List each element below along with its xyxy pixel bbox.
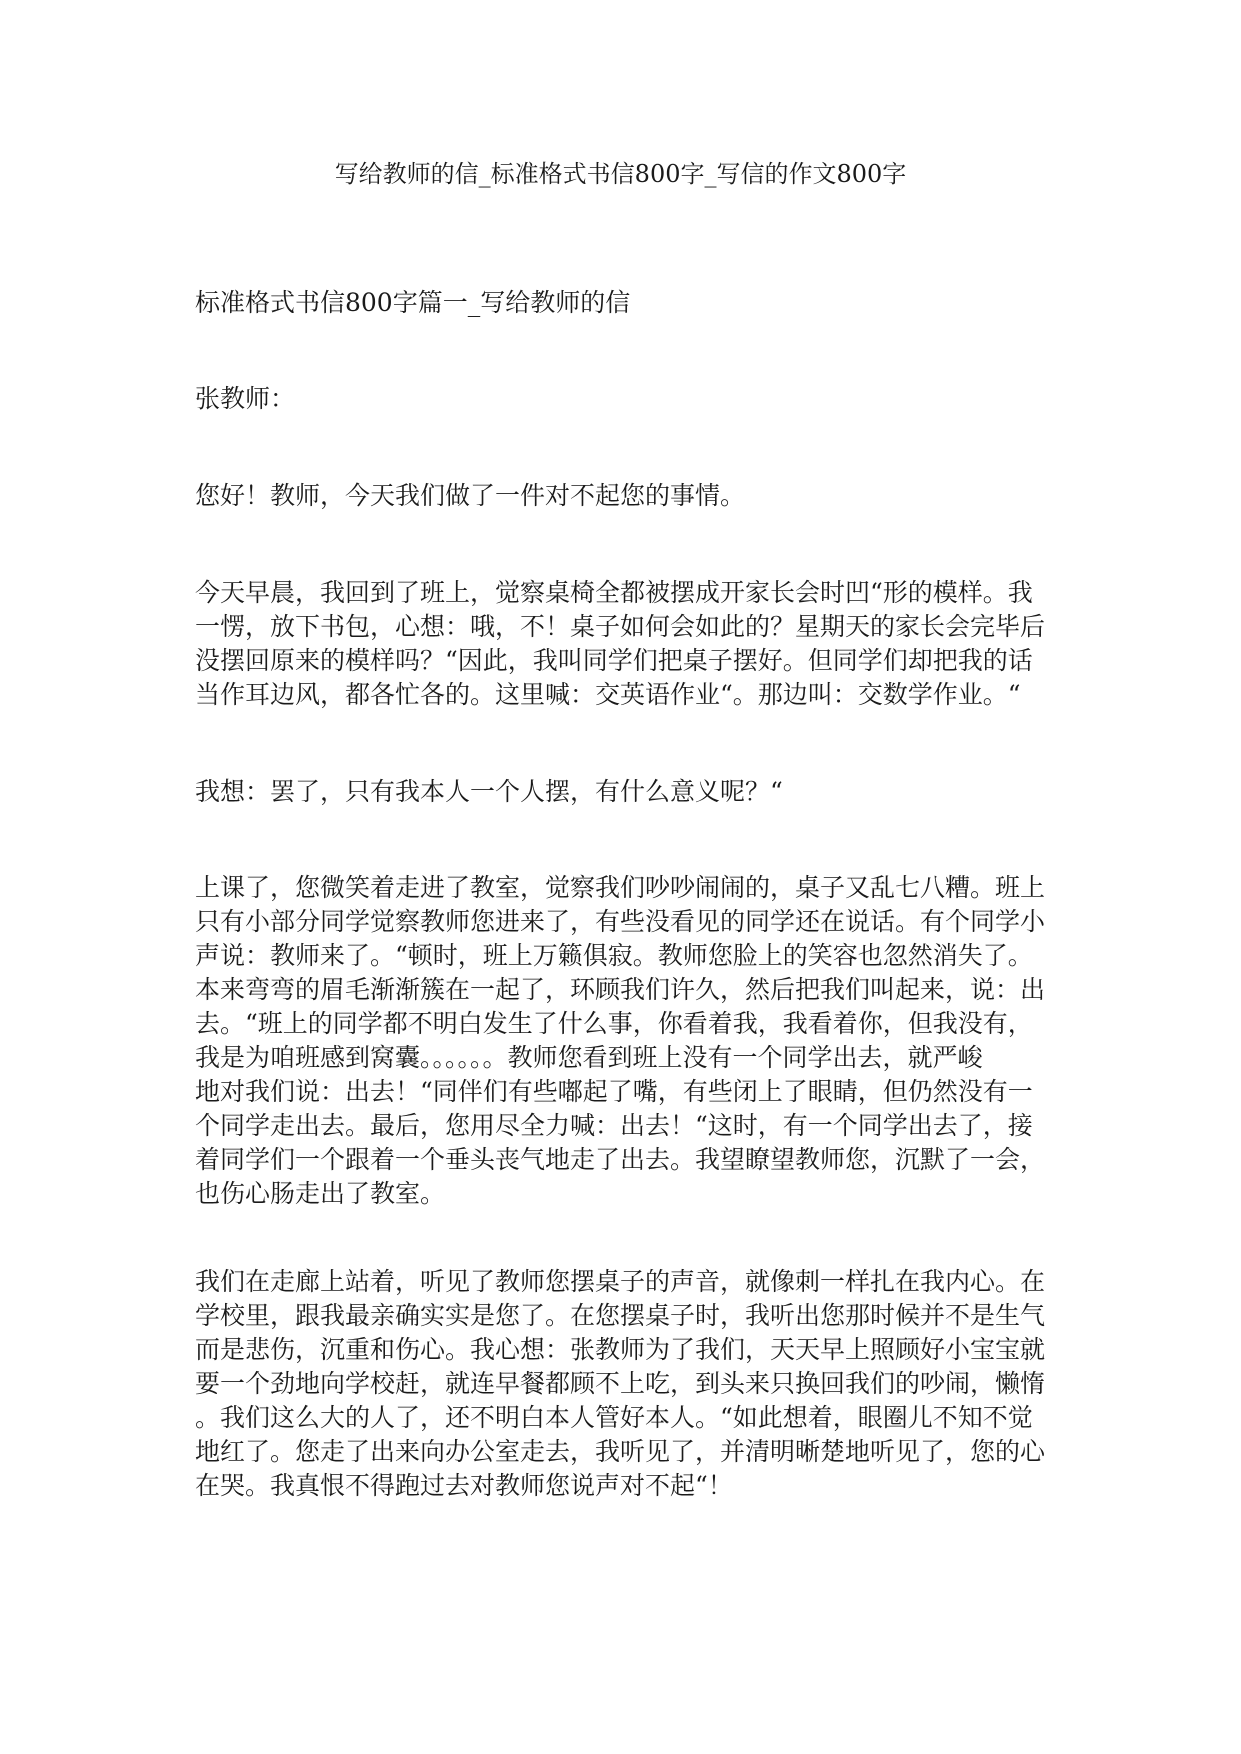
text-line: 学校里，跟我最亲确实实是您了。在您摆桌子时，我听出您那时候并不是生气 [195, 1301, 1046, 1330]
text-line: 只有小部分同学觉察教师您进来了，有些没看见的同学还在说话。有个同学小 [195, 907, 1046, 936]
text-line: 去。“班上的同学都不明白发生了什么事，你看着我，我看着你，但我没有， [195, 1009, 1033, 1038]
text-line: 您好！教师，今天我们做了一件对不起您的事情。 [195, 481, 746, 510]
paragraph-classroom [195, 871, 1057, 1211]
text-line: 而是悲伤，沉重和伤心。我心想：张教师为了我们，天天早上照顾好小宝宝就 [195, 1335, 1046, 1364]
letter-salutation: 张教师： [195, 384, 296, 413]
text-line: 。我们这么大的人了，还不明白本人管好本人。“如此想着，眼圈儿不知不觉 [195, 1403, 1033, 1432]
text-line: 地对我们说：出去！“同伴们有些嘟起了嘴，有些闭上了眼睛，但仍然没有一 [195, 1077, 1033, 1106]
text-line: 个同学走出去。最后，您用尽全力喊：出去！“这时，有一个同学出去了，接 [195, 1111, 1033, 1140]
text-line: 也伤心肠走出了教室。 [195, 1179, 446, 1208]
text-line: 着同学们一个跟着一个垂头丧气地走了出去。我望瞭望教师您，沉默了一会， [195, 1145, 1046, 1174]
section-heading: 标准格式书信800字篇一_写给教师的信 [195, 288, 631, 317]
document-title: 写给教师的信_标准格式书信800字_写信的作文800字 [334, 160, 907, 188]
paragraph-corridor [195, 1265, 1057, 1503]
text-line: 要一个劲地向学校赶，就连早餐都顾不上吃，到头来只换回我们的吵闹，懒惰 [195, 1369, 1046, 1398]
text-line: 一愣，放下书包，心想：哦，不！桌子如何会如此的？星期天的家长会完毕后 [195, 612, 1046, 641]
text-line: 没摆回原来的模样吗？“因此，我叫同学们把桌子摆好。但同学们却把我的话 [195, 646, 1033, 675]
text-line: 我们在走廊上站着，听见了教师您摆桌子的声音，就像刺一样扎在我内心。在 [195, 1267, 1046, 1296]
text-line: 在哭。我真恨不得跑过去对教师您说声对不起“！ [195, 1471, 733, 1500]
text-line: 声说：教师来了。“顿时，班上万籁俱寂。教师您脸上的笑容也忽然消失了。 [195, 941, 1033, 970]
text-line: 地红了。您走了出来向办公室走去，我听见了，并清明晰楚地听见了，您的心 [195, 1437, 1046, 1466]
paragraph-thought [195, 775, 1057, 809]
text-line: 我是为咱班感到窝囊。。。。。。教师您看到班上没有一个同学出去，就严峻 [195, 1043, 983, 1072]
text-line: 上课了，您微笑着走进了教室，觉察我们吵吵闹闹的，桌子又乱七八糟。班上 [195, 873, 1046, 902]
paragraph-morning [195, 576, 1057, 712]
text-line: 当作耳边风，都各忙各的。这里喊：交英语作业“。那边叫：交数学作业。“ [195, 680, 1021, 709]
text-line: 今天早晨，我回到了班上，觉察桌椅全都被摆成开家长会时凹“形的模样。我 [195, 578, 1033, 607]
text-line: 我想：罢了，只有我本人一个人摆，有什么意义呢？“ [195, 777, 783, 806]
paragraph-greeting [195, 479, 1057, 513]
text-line: 本来弯弯的眉毛渐渐簇在一起了，环顾我们许久，然后把我们叫起来，说：出 [195, 975, 1046, 1004]
